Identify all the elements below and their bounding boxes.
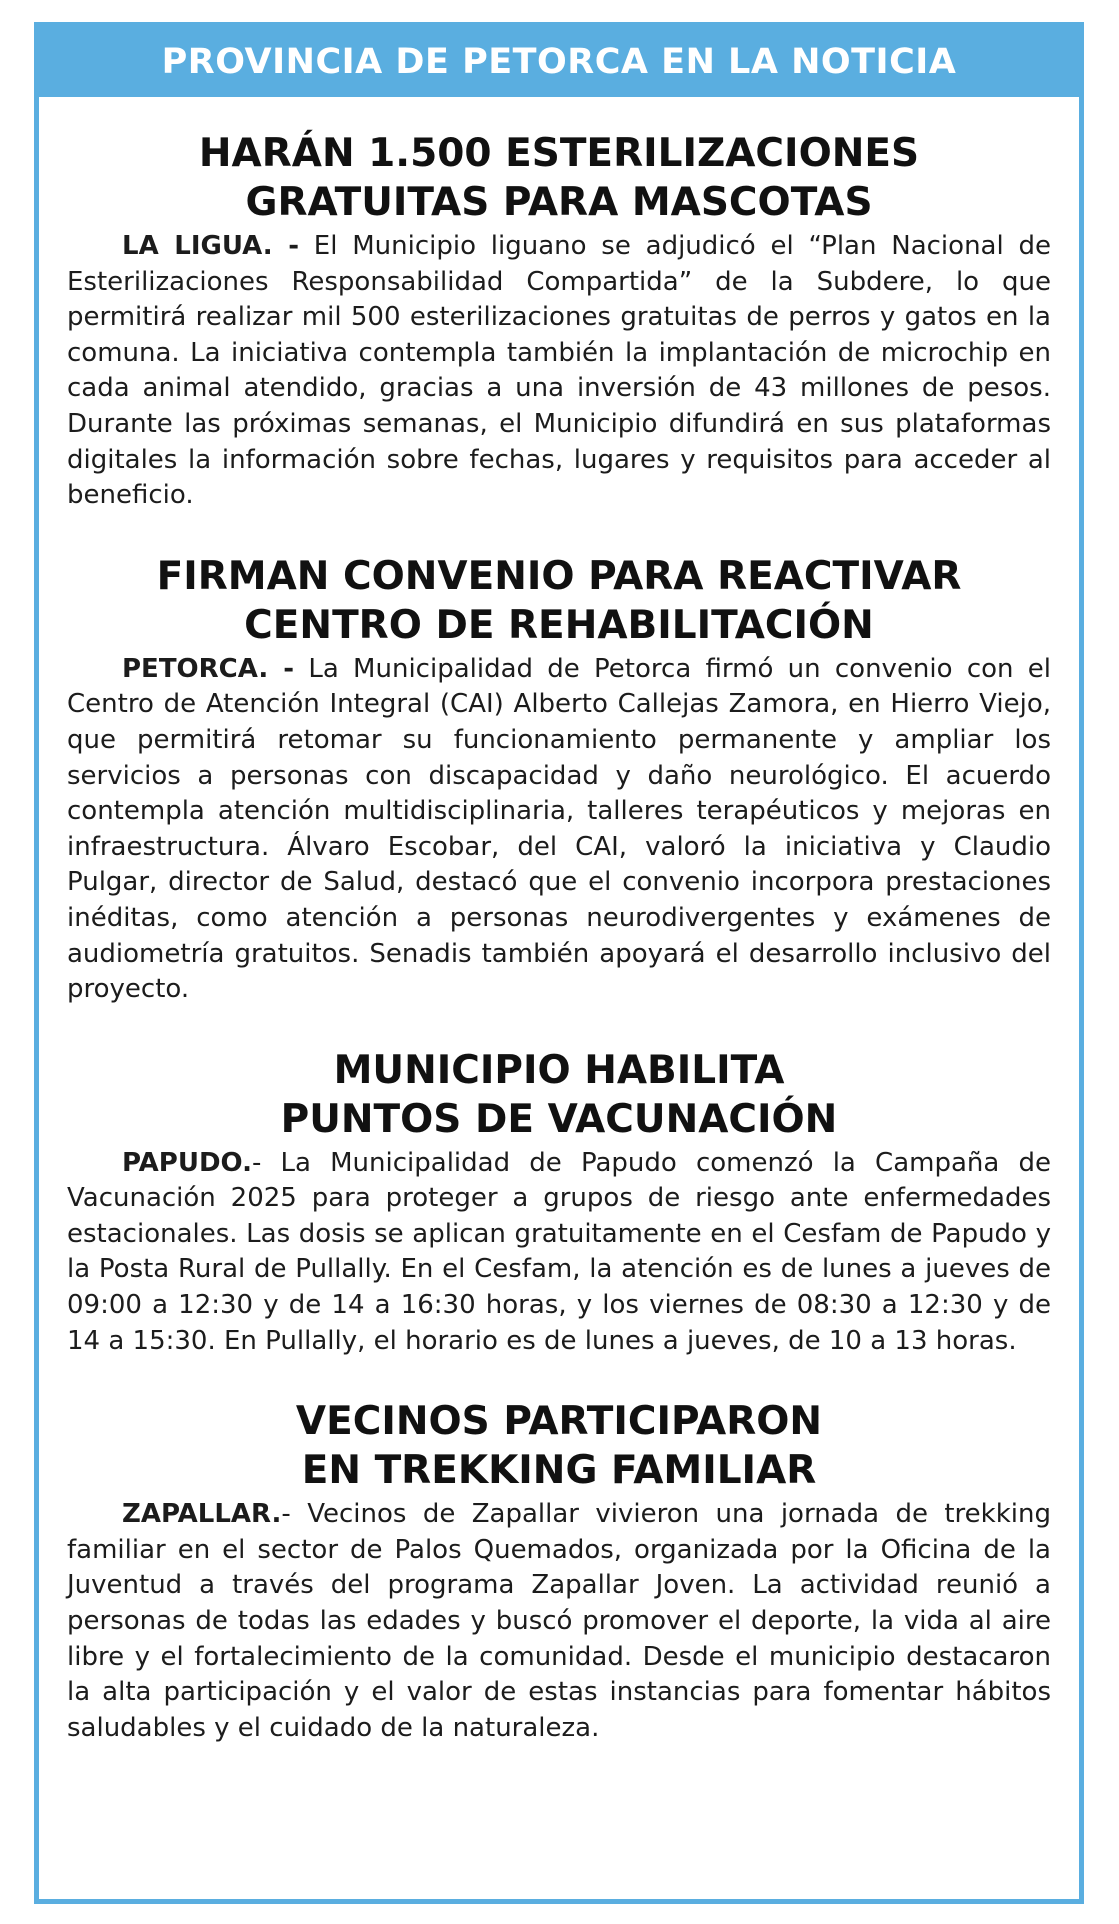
article-headline [67, 1046, 1051, 1144]
article-vacunacion [67, 1046, 1051, 1360]
headline-line-1: VECINOS PARTICIPARON [295, 1399, 823, 1445]
article-list [67, 129, 1051, 1784]
headline-line-2: PUNTOS DE VACUNACIÓN [280, 1096, 838, 1142]
article-text: El Municipio liguano se adjudicó el “Plan Nacional de Esterilizaciones Responsabilidad Compartida” de la Subdere, lo que permitirá realizar mil 500 esterilizaciones gratuitas de perros y gatos en la comuna. La iniciativa contempla también la implantación de microchip en cada animal atendido, gracias a una inversión de 43 millones de pesos. Durante las próximas semanas, el Municipio difundirá en sus plataformas digitales la información sobre fechas, lugares y requisitos para acceder al beneficio. [67, 231, 1051, 511]
article-dateline: ZAPALLAR. [122, 1499, 282, 1530]
article-dateline: LA LIGUA. - [122, 231, 299, 261]
article-headline [67, 129, 1051, 227]
headline-line-1: MUNICIPIO HABILITA [333, 1047, 785, 1093]
section-banner: PROVINCIA DE PETORCA EN LA NOTICIA [39, 27, 1079, 97]
article-text: - Vecinos de Zapallar vivieron una jornada de trekking familiar en el sector de Palos Quemados, organizada por la Oficina de la Juventud a través del programa Zapallar Joven. La actividad reunió a personas de todas las edades y buscó promover el deporte, la vida al aire libre y el fortalecimiento de la comunidad. Desde el municipio destacaron la alta participación y el valor de estas instancias para fomentar hábitos saludables y el cuidado de la naturaleza. [67, 1499, 1051, 1743]
article-text: - La Municipalidad de Papudo comenzó la Campaña de Vacunación 2025 para proteger a grupos de riesgo ante enfermedades estacionales. Las dosis se aplican gratuitamente en el Cesfam de Papudo y la Posta Rural de Pullally. En el Cesfam, la atención es de lunes a jueves de 09:00 a 12:30 y de 14 a 16:30 horas, y los viernes de 08:30 a 12:30 y de 14 a 15:30. En Pullally, el horario es de lunes a jueves, de 10 a 13 horas. [67, 1147, 1051, 1356]
article-body [67, 652, 1051, 1008]
headline-line-2: GRATUITAS PARA MASCOTAS [245, 180, 873, 225]
article-body [67, 1146, 1051, 1360]
article-text: La Municipalidad de Petorca firmó un convenio con el Centro de Atención Integral (CAI) Alberto Callejas Zamora, en Hierro Viejo, que permitirá retomar su funcionamiento permanente y ampliar los servicios a personas con discapacidad y daño neurológico. El acuerdo contempla atención multidisciplinaria, talleres terapéuticos y mejoras en infraestructura. Álvaro Escobar, del CAI, valoró la iniciativa y Claudio Pulgar, director de Salud, destacó que el convenio incorpora prestaciones inéditas, como atención a personas neurodivergentes y exámenes de audiometría gratuitos. Senadis también apoyará el desarrollo inclusivo del proyecto. [67, 653, 1051, 1005]
article-headline [67, 552, 1051, 650]
article-body [67, 229, 1051, 514]
article-body [67, 1497, 1051, 1746]
article-headline [67, 1397, 1051, 1495]
article-dateline: PETORCA. - [122, 653, 295, 684]
article-esterilizaciones [67, 129, 1051, 514]
headline-line-2: EN TREKKING FAMILIAR [301, 1448, 817, 1494]
article-dateline: PAPUDO. [122, 1147, 252, 1178]
headline-line-1: HARÁN 1.500 ESTERILIZACIONES [198, 131, 920, 176]
news-box [34, 22, 1084, 1904]
headline-line-2: CENTRO DE REHABILITACIÓN [244, 602, 874, 648]
article-convenio [67, 552, 1051, 1008]
headline-line-1: FIRMAN CONVENIO PARA REACTIVAR [156, 553, 962, 599]
article-trekking [67, 1397, 1051, 1746]
